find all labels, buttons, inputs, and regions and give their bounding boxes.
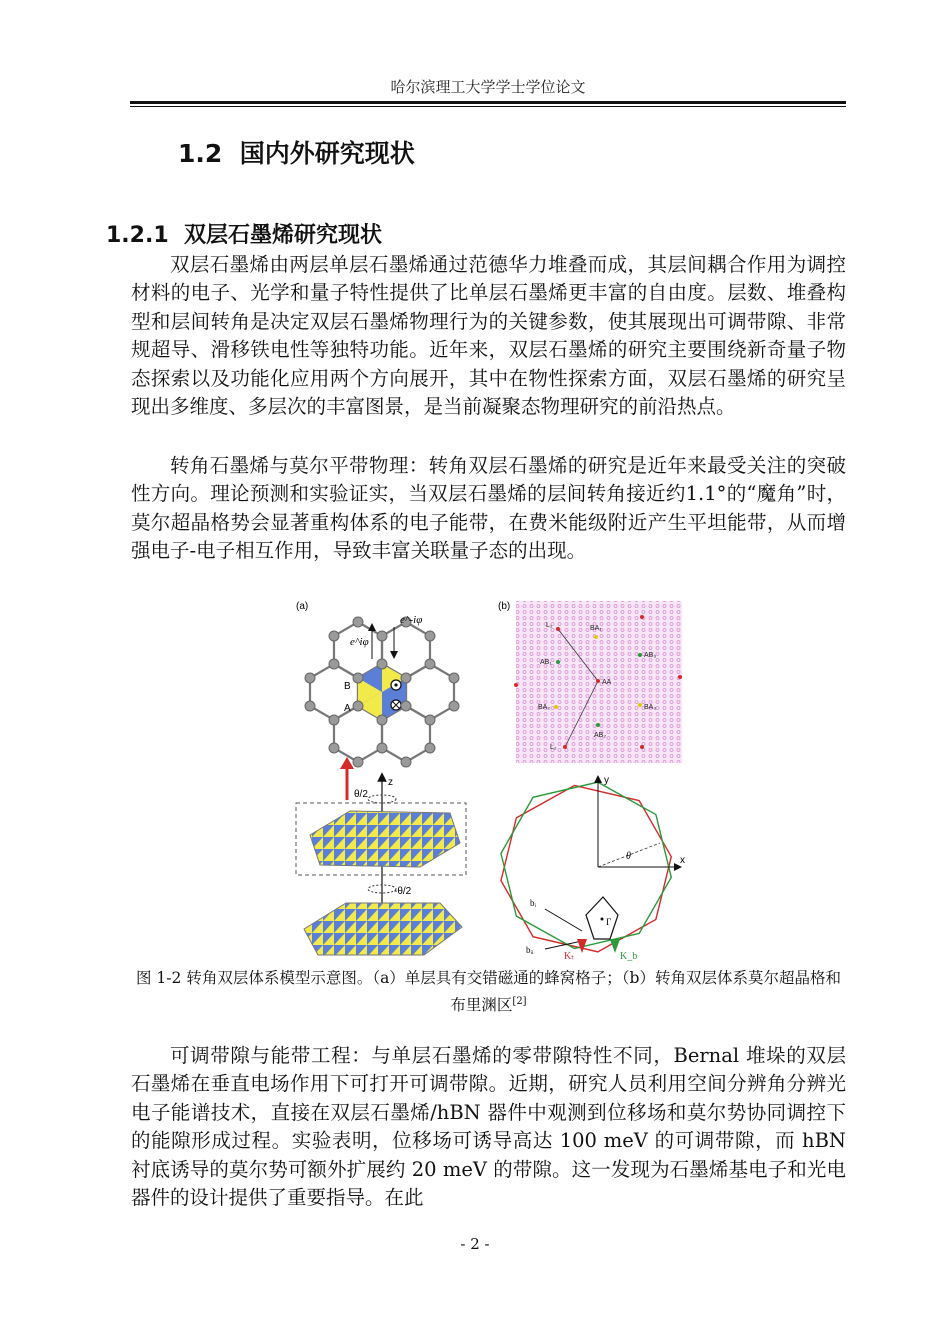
section-heading <box>178 134 415 170</box>
moire-L1: L₁ <box>546 622 553 629</box>
paragraph-3: 可调带隙与能带工程：与单层石墨烯的零带隙特性不同，Bernal 堆垛的双层石墨烯在垂直电场作用下可打开可调带隙。近期，研究人员利用空间分辨角分辨光电子能谱技术，直接在双层石墨烯/hBN 器件中观测到位移场和莫尔势协同调控下的能隙形成过程。实验表明，位移场可诱导高达 100 meV 的可调带隙，而 hBN 衬底诱导的莫尔势可额外扩展约 20 meV 的带隙。这一发现为石墨烯基电子和光电器件的设计提供了重要指导。在此 <box>131 1044 846 1210</box>
caption-citation[interactable]: [2] <box>512 996 527 1007</box>
paragraph-2: 转角石墨烯与莫尔平带物理：转角双层石墨烯的研究是近年来最受关注的突破性方向。理论预测和实验证实，当双层石墨烯的层间转角接近约1.1°的“魔角”时，莫尔超晶格势会显著重构体系的电子能带，在费米能级附近产生平坦能带，从而增强电子-电子相互作用，导致丰富关联量子态的出现。 <box>131 454 846 563</box>
top-layer <box>310 811 460 867</box>
subsection-heading <box>106 218 382 249</box>
b1-vector <box>545 909 582 931</box>
dirac-cone-kb <box>610 939 620 953</box>
theta-label: θ <box>626 851 631 862</box>
theta-half-label: θ/2 <box>354 789 368 800</box>
x-axis-label: x <box>680 855 685 866</box>
panel-a-label: (a) <box>296 601 309 612</box>
moire-AB3: AB₃ <box>644 652 657 659</box>
kb-label: K_b <box>620 951 638 961</box>
moire-AA: AA <box>602 679 612 686</box>
site-a-label: A <box>344 703 351 714</box>
panel-b-label: (b) <box>498 601 511 612</box>
paragraph-1: 双层石墨烯由两层单层石墨烯通过范德华力堆叠而成，其层间耦合作用为调控材料的电子、光学和量子特性提供了比单层石墨烯更丰富的自由度。层数、堆叠构型和层间转角是决定双层石墨烯物理行为的关键参数，使其展现出可调带隙、非常规超导、滑移铁电性等独特功能。近年来，双层石墨烯的研究主要围绕新奇量子物态探索以及功能化应用两个方向展开，其中在物性探索方面，双层石墨烯的研究呈现出多维度、多层次的丰富图景，是当前凝聚态物理研究的前沿热点。 <box>131 253 846 419</box>
page-number: - 2 - <box>460 1235 490 1253</box>
bottom-layer <box>304 903 462 955</box>
b1-label: bᵢ <box>530 898 536 908</box>
kt-label: Kₜ <box>564 951 575 961</box>
moire-BA1: BA₁ <box>590 625 602 632</box>
moire-BA2: BA₂ <box>538 704 551 711</box>
caption-text: 图 1-2 转角双层体系模型示意图。（a）单层具有交错磁通的蜂窝格子；（b）转角双层体系莫尔超晶格和布里渊区 <box>136 969 841 1015</box>
minus-theta-half-label: -θ/2 <box>394 886 412 897</box>
moire-L2: L₂ <box>550 744 557 751</box>
header-rule-thin <box>130 106 846 107</box>
figure-caption <box>131 966 846 1017</box>
gamma-label: Γ <box>606 917 612 927</box>
moire-AB2: AB₂ <box>594 732 607 739</box>
section-title: 国内外研究现状 <box>239 139 415 168</box>
b2-label: bᵢᵢ <box>526 945 534 955</box>
section-number: 1.2 <box>178 139 223 168</box>
y-axis-label: y <box>604 775 609 786</box>
running-header: 哈尔滨理工大学学士学位论文 <box>390 78 586 96</box>
subsection-number: 1.2.1 <box>106 223 169 248</box>
hop-minus-label: e^-iφ <box>400 614 423 626</box>
z-axis-label: z <box>388 777 393 788</box>
subsection-title: 双层石墨烯研究现状 <box>183 223 382 248</box>
moire-BA3: BA₃ <box>644 704 657 711</box>
figure-twisted-bilayer <box>290 597 690 961</box>
hop-plus-label: e^iφ <box>350 636 369 648</box>
center-hexagon-flux <box>358 664 406 720</box>
moire-AB1: AB₁ <box>540 659 552 666</box>
site-b-label: B <box>344 681 351 692</box>
bz-green <box>489 770 683 960</box>
header-rule-thick <box>130 101 846 104</box>
gamma-point <box>601 918 604 921</box>
